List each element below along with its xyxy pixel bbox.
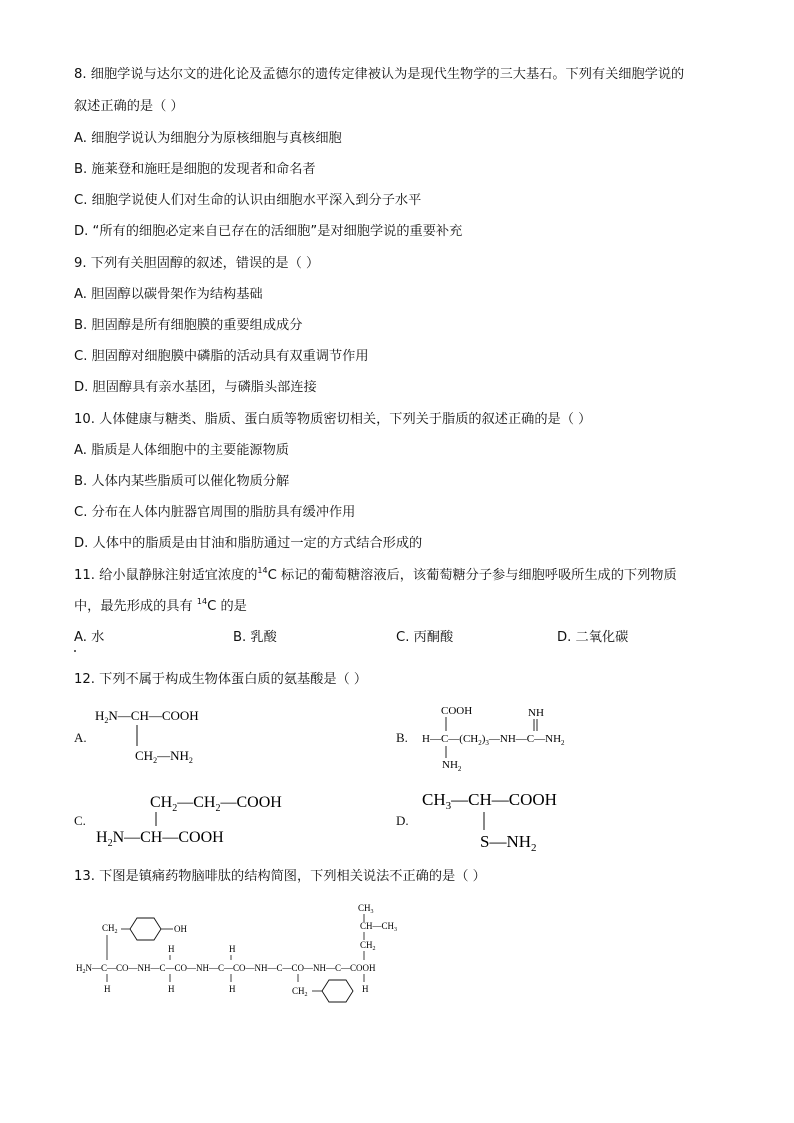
q10-option-b: B. 人体内某些脂质可以催化物质分解 <box>74 474 290 489</box>
svg-text:H—C—(CH2)3—NH—C—NH2: $H—C—(CH_2)_3—NH—C—NH_2$ <box>422 733 565 747</box>
svg-text:OH: OH <box>174 924 187 934</box>
q12-structure-c <box>92 786 322 852</box>
q11-stem-line2 <box>74 598 247 616</box>
q13-enkephalin-structure <box>72 898 422 1010</box>
q9-option-a: A. 胆固醇以碳骨架作为结构基础 <box>74 287 263 302</box>
q12-structure-d <box>420 784 620 854</box>
svg-text:H: H <box>168 984 175 994</box>
q11-line2-pre: 中，最先形成的具有 <box>74 599 197 614</box>
svg-text:CH2—NH2: $CH_2—NH_2$ <box>135 748 193 765</box>
svg-text:CH—CH3: $CH—CH_3$ <box>360 921 398 933</box>
q10-option-a: A. 脂质是人体细胞中的主要能源物质 <box>74 443 289 458</box>
svg-text:CH3—CH—COOH: $CH_3—CH—COOH$ <box>422 790 557 812</box>
q8-option-d: D. “所有的细胞必定来自已存在的活细胞”是对细胞学说的重要补充 <box>74 224 463 239</box>
q11-options <box>74 629 714 647</box>
svg-text:H2N—C—CO—NH—C—CO—NH—C—CO—NH—C—: $H_2N—C—CO—NH—C—CO—NH—C—CO—NH—C—CO—NH—C—COOH$ <box>76 963 376 975</box>
svg-text:H2N—CH—COOH: $H_2N—CH—COOH$ <box>95 708 199 725</box>
q12-label-d: D. <box>396 813 409 828</box>
q8-option-a: A. 细胞学说认为细胞分为原核细胞与真核细胞 <box>74 131 342 146</box>
q12-structure-a <box>92 700 232 772</box>
svg-text:S—NH2: $S—NH_2$ <box>480 832 537 854</box>
q10-option-c: C. 分布在人体内脏器官周围的脂肪具有缓冲作用 <box>74 505 356 520</box>
q11-line1-post: C 标记的葡萄糖溶液后，该葡萄糖分子参与细胞呼吸所生成的下列物质 <box>267 568 677 583</box>
svg-text:H: H <box>229 984 236 994</box>
svg-text:H: H <box>229 944 236 954</box>
q9-stem: 9. 下列有关胆固醇的叙述，错误的是（ ） <box>74 256 320 271</box>
q11-sup2: 14 <box>196 597 208 606</box>
svg-text:CH2: $CH_2$ <box>292 986 308 998</box>
q10-option-d: D. 人体中的脂质是由甘油和脂肪通过一定的方式结合形成的 <box>74 536 423 551</box>
q9-option-c: C. 胆固醇对细胞膜中磷脂的活动具有双重调节作用 <box>74 349 369 364</box>
svg-text:H: H <box>168 944 175 954</box>
svg-text:NH: NH <box>528 707 544 719</box>
q13-stem: 13. 下图是镇痛药物脑啡肽的结构简图，下列相关说法不正确的是（ ） <box>74 869 486 884</box>
q11-stem-line1 <box>74 567 677 585</box>
q11-option-c: C. 丙酮酸 <box>396 630 454 645</box>
q12-label-b: B. <box>396 730 408 745</box>
q8-stem-line2: 叙述正确的是（ ） <box>74 99 184 114</box>
svg-text:CH2—CH2—COOH: $CH_2—CH_2—COOH$ <box>150 794 282 814</box>
svg-text:CH2: $CH_2$ <box>102 923 118 935</box>
q9-option-d: D. 胆固醇具有亲水基团，与磷脂头部连接 <box>74 380 317 395</box>
q11-line1-pre: 11. 给小鼠静脉注射适宜浓度的 <box>74 568 258 583</box>
q8-stem-line1: 8. 细胞学说与达尔文的进化论及孟德尔的遗传定律被认为是现代生物学的三大基石。下列有关细胞学说的 <box>74 67 685 82</box>
q11-option-b: B. 乳酸 <box>233 630 277 645</box>
q11-line2-post: C 的是 <box>207 599 247 614</box>
q11-option-d: D. 二氧化碳 <box>557 630 629 645</box>
q9-option-b: B. 胆固醇是所有细胞膜的重要组成成分 <box>74 318 303 333</box>
q11-sup1: 14 <box>257 566 268 575</box>
q8-option-b: B. 施莱登和施旺是细胞的发现者和命名者 <box>74 162 316 177</box>
q10-stem: 10. 人体健康与糖类、脂质、蛋白质等物质密切相关，下列关于脂质的叙述正确的是（ ） <box>74 412 592 427</box>
svg-text:H: H <box>362 984 369 994</box>
q8-option-c: C. 细胞学说使人们对生命的认识由细胞水平深入到分子水平 <box>74 193 422 208</box>
svg-text:H2N—CH—COOH: $H_2N—CH—COOH$ <box>96 829 224 849</box>
q12-structure-b <box>418 700 588 772</box>
stray-dot <box>74 650 76 652</box>
q11-option-a: A. 水 <box>74 630 105 645</box>
svg-text:CH3: $CH_3$ <box>358 903 374 915</box>
svg-text:H: H <box>104 984 111 994</box>
q12-label-c: C. <box>74 813 86 828</box>
svg-text:COOH: COOH <box>441 705 473 717</box>
q12-stem: 12. 下列不属于构成生物体蛋白质的氨基酸是（ ） <box>74 672 368 687</box>
svg-text:NH2: $NH_2$ <box>442 759 462 772</box>
svg-text:CH2: $CH_2$ <box>360 940 376 952</box>
q12-label-a: A. <box>74 730 87 745</box>
